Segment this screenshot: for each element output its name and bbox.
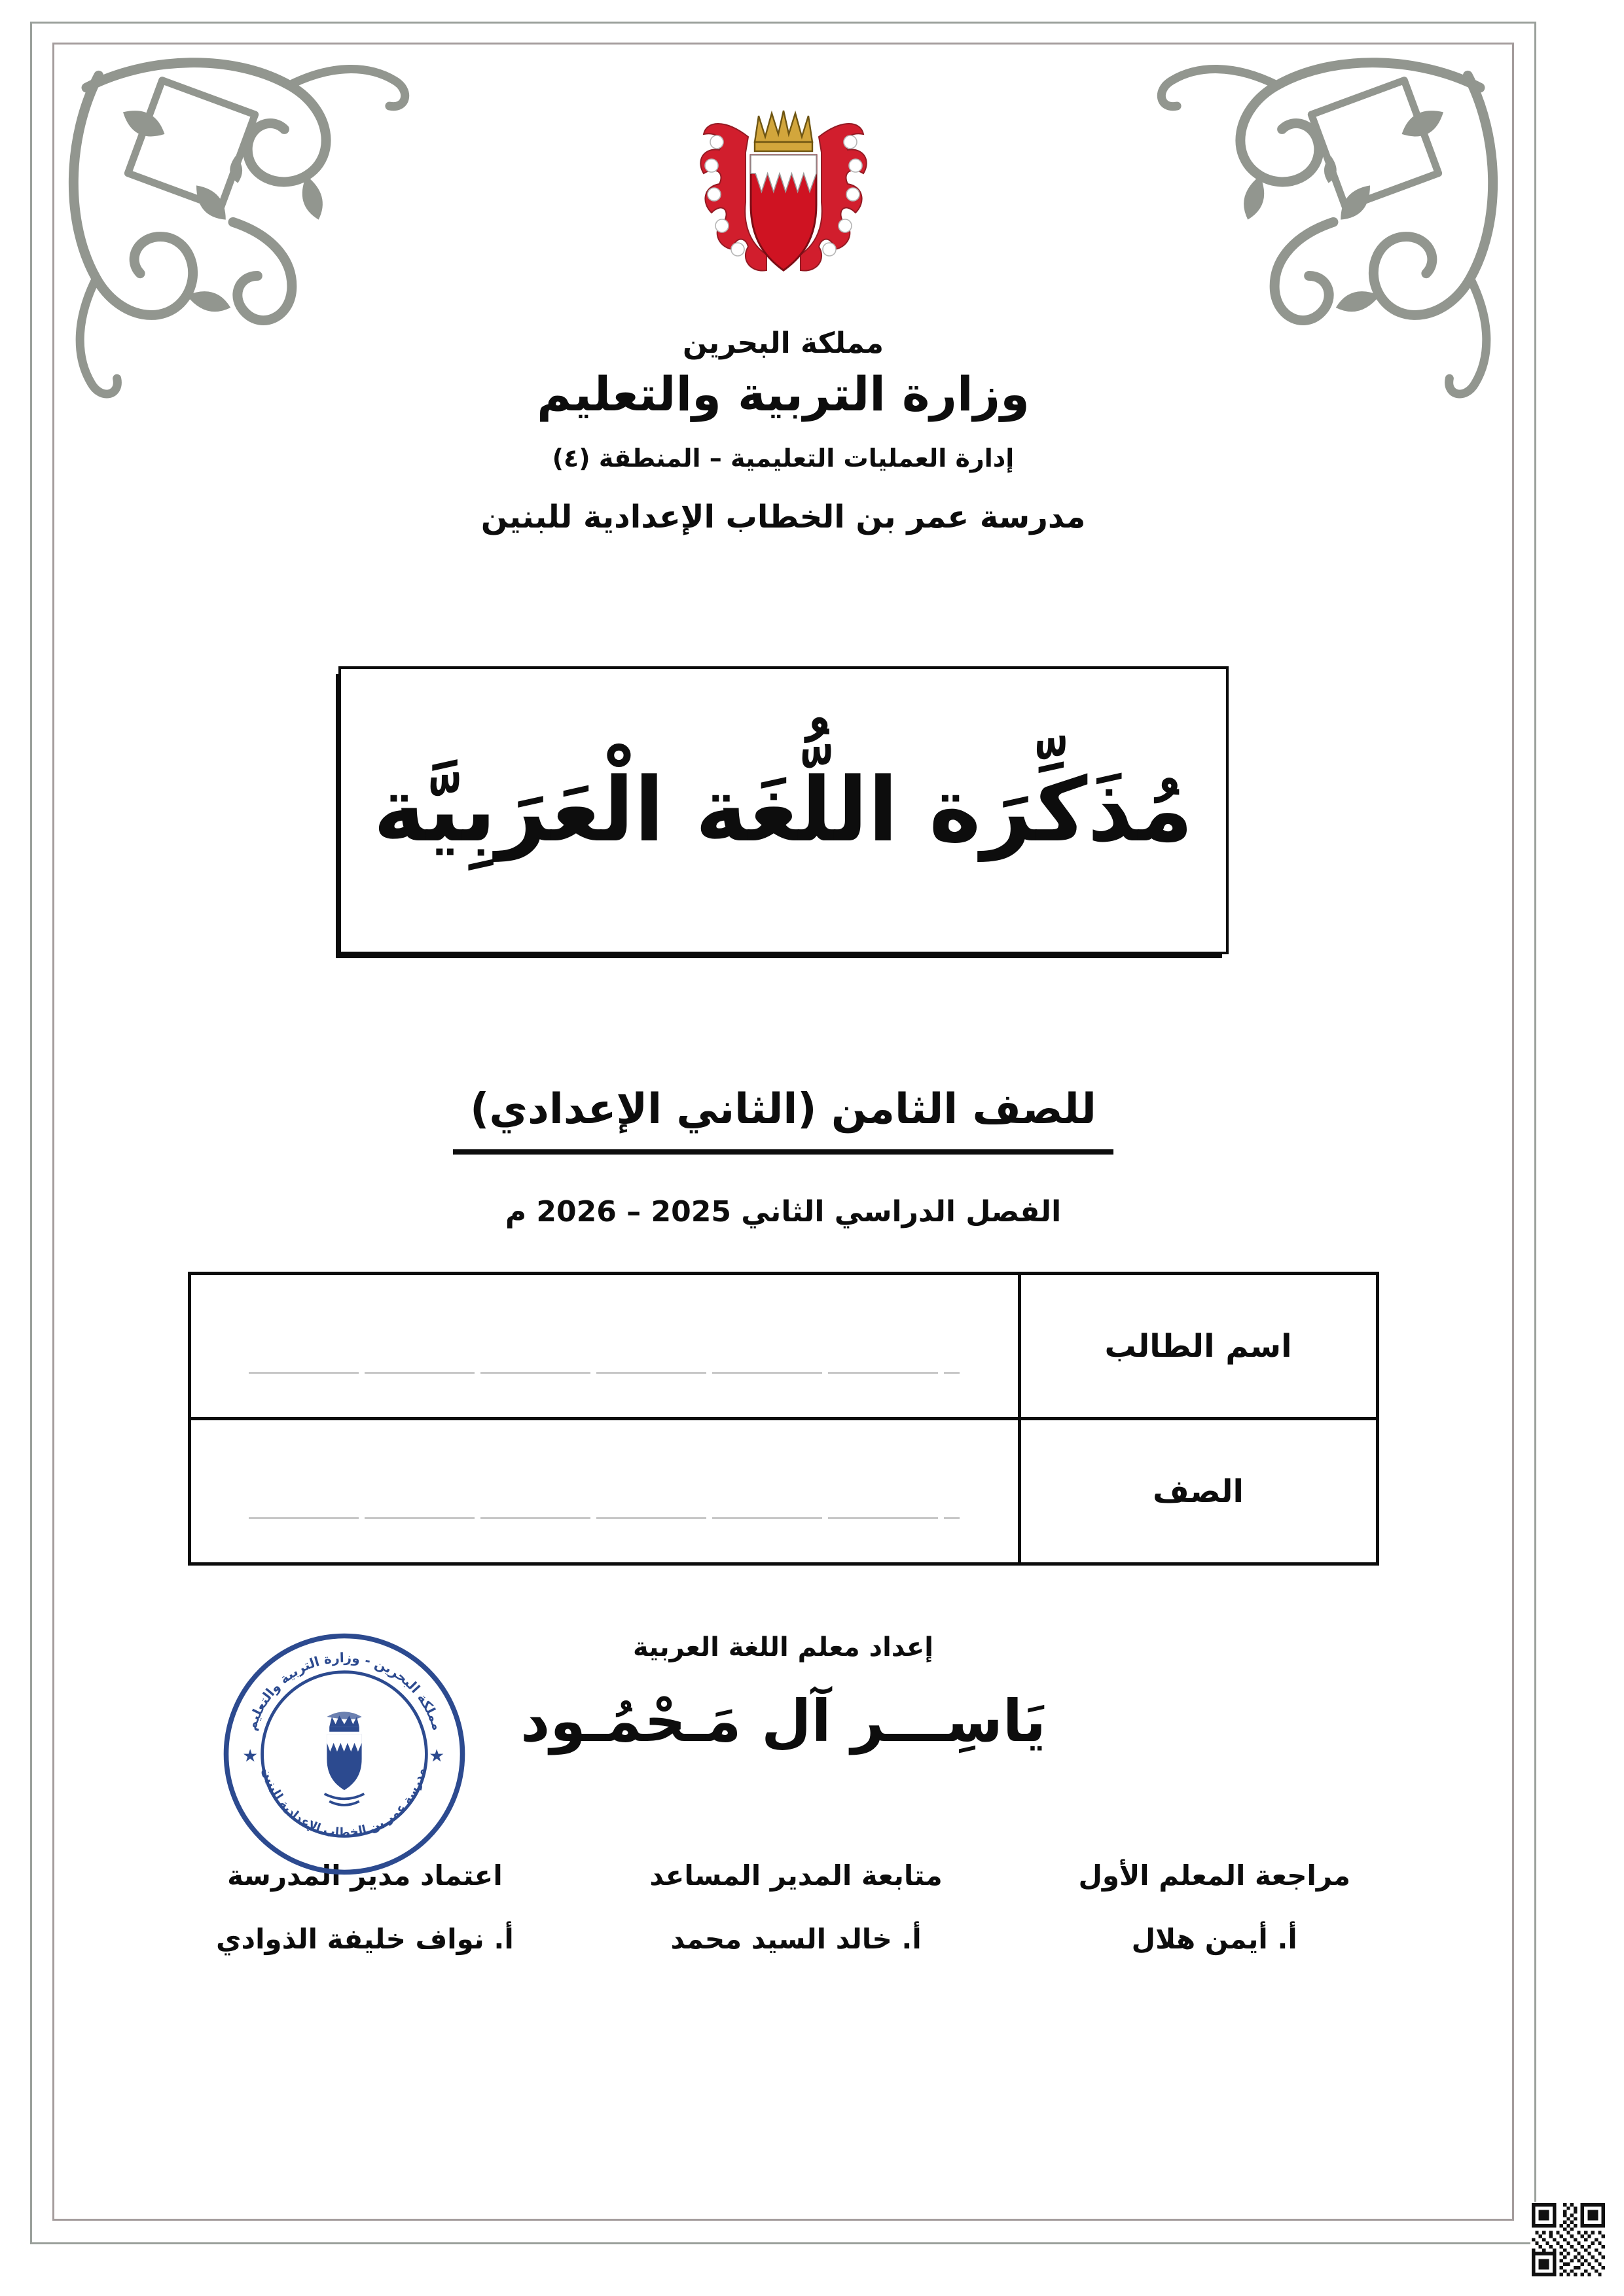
title-box: [338, 666, 1229, 954]
student-name-field[interactable]: [189, 1274, 1019, 1419]
table-row: [189, 1419, 1377, 1564]
writing-line: [249, 1372, 960, 1374]
signature-first-teacher: [1078, 1859, 1350, 1955]
signature-name: أ. خالد السيد محمد: [670, 1923, 922, 1956]
signature-role: مراجعة المعلم الأول: [1078, 1859, 1350, 1892]
signature-name: أ. نواف خليفة الذوادي: [216, 1923, 514, 1956]
svg-text:مملكة البحرين - وزارة التربية: مملكة البحرين - وزارة التربية والتعليم: [243, 1649, 446, 1732]
bahrain-coat-of-arms-icon: [685, 108, 882, 312]
preparation-heading: إعداد معلم اللغة العربية: [633, 1632, 933, 1662]
document-content: [52, 43, 1514, 2221]
semester-line: الفصل الدراسي الثاني 2025 – 2026 م: [505, 1195, 1062, 1229]
class-field[interactable]: [189, 1419, 1019, 1564]
svg-text:مدرسة عمر بن الخطاب الإعدادية: مدرسة عمر بن الخطاب الإعدادية للبنين: [260, 1766, 429, 1840]
student-name-label: اسم الطالب: [1019, 1274, 1377, 1419]
signature-role: متابعة المدير المساعد: [649, 1859, 943, 1892]
notebook-title: مُذَكِّرَة اللُّغَة الْعَرَبِيَّة: [373, 758, 1193, 861]
writing-line: [249, 1517, 960, 1519]
signature-role: اعتماد مدير المدرسة: [227, 1859, 503, 1892]
ministry-title: وزارة التربية والتعليم: [537, 367, 1030, 422]
kingdom-title: مملكة البحرين: [682, 327, 884, 360]
school-stamp-icon: [220, 1630, 469, 1878]
school-name: مدرسة عمر بن الخطاب الإعدادية للبنين: [480, 499, 1086, 535]
grade-line: للصف الثامن (الثاني الإعدادي): [453, 1085, 1113, 1155]
class-label: الصف: [1019, 1419, 1377, 1564]
signature-name: أ. أيمن هلال: [1131, 1923, 1297, 1956]
directorate-line: إدارة العمليات التعليمية – المنطقة (٤): [552, 444, 1015, 473]
qr-code: [1530, 2202, 1606, 2278]
stamp-star-right: ★: [429, 1746, 445, 1767]
teacher-name-calligraphy: يَاسِـــر آل مَـحْمُـود: [520, 1687, 1046, 1755]
stamp-star-left: ★: [242, 1746, 259, 1767]
student-info-table: [188, 1272, 1379, 1566]
signature-assistant-principal: [649, 1859, 942, 1955]
table-row: [189, 1274, 1377, 1419]
